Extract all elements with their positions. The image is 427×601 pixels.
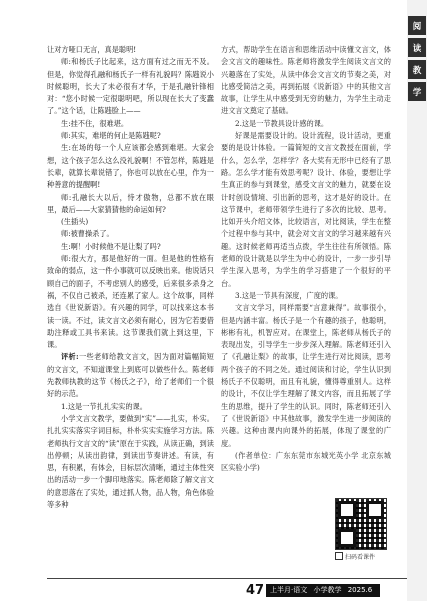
paragraph: 生:啊！小时候他不是让梨了吗? [61, 241, 161, 251]
paragraph: 好课是需要设计的。设计流程，设计活动，更重要的是设计体验。一篇简短的文言文教授在面前，学什么，怎么学，怎样学？各大奖有无形中已经有了思路。怎么学才能有效思考呢？设计、体验，要想让学生真正的参与到课堂，感受文言文的魅力，就要在设计时创设情境、引出新的思考，这才是好的设计。在这节课中，老师带领学生进行了多次的比较、思考。比如开头介绍文体，比较语言，对比阅读，学生在整个过程中参与其中，就会对文言文的学习越来越有兴趣。这时候老师再适当点拨，学生往往有所领悟。陈老师的设计就是以学生为中心的设计，一步一步引导学生深入思考，为学生的学习搭建了一个很好的平台。 [221, 131, 391, 288]
paragraph: 师:和杨氏子比起来，这方面有过之而无不及。但是，你觉得孔融和杨氏子一样有礼貌吗？陈韪说小时候聪明，长大了未必很有才华，于是孔融针锋相对：“您小时候一定很聪明吧，所以现在长大了变蠢了。”这个话，让陈韪脸上—— [47, 57, 214, 116]
column-divider [217, 44, 218, 564]
sidebar-tab-3: 教 [408, 60, 426, 79]
paragraph: 师:很大方，那是他好的一面。但是他的性格有致命的弱点，这一件小事就可以反映出来。他说话只顾自己的面子，不考虑别人的感受，后来很多杀身之祸，不仅自己被杀，还连累了家人。这个故事，同样选自《世说新语》。有兴趣的同学，可以找来这本书读一读。不过，读文言文必须有耐心，因为它若要借助注释或工具书来读。这节课我们就上到这里，下课。 [47, 254, 214, 350]
sidebar-tab-4: 学 [408, 82, 426, 101]
qr-code[interactable] [335, 498, 387, 550]
page-number: 47 [246, 583, 265, 598]
qr-code-block[interactable] [335, 498, 391, 561]
qr-caption-text: 扫码看课件 [345, 554, 376, 561]
sidebar-tabs [408, 16, 426, 104]
qr-caption [335, 552, 391, 561]
scan-icon [335, 552, 343, 560]
paragraph: 师:被曹操杀了。 [61, 229, 114, 239]
paragraph: 方式，帮助学生在语言和思维活动中读懂文言文，体会文言文的趣味性。陈老师将激发学生阅读文言文的兴趣落在了实处，从读中体会文言文的节奏之美，对比感受简洁之美，再到拓展《说新语》中的其他文言故事，让学生从中感受到无穷的魅力，为学生主动走进文言文奠定了基础。 [221, 45, 391, 116]
paragraph: 生:在场的每一个人应该都会感到难堪。大家会想，这个孩子怎么这么没礼貌啊！不管怎样，陈韪是长辈，就算长辈说错了，你也可以放在心里，作为一种善意的提醒啊! [47, 143, 214, 190]
sidebar-tab-1: 阅 [408, 16, 426, 35]
left-column [47, 44, 214, 564]
paragraph: 生:挂不住，很难堪。 [61, 118, 129, 128]
sidebar [407, 0, 427, 601]
section-label: 上半月·语文 [270, 586, 308, 594]
paragraph: 师:其实，难堪的何止是陈韪呢? [61, 131, 161, 141]
paragraph: 师:孔融长大以后，恃才傲物，总都不放在眼里，最后——大家猜猜他的命运如何? [47, 192, 214, 214]
paragraph: (生插头) [61, 217, 89, 227]
page-footer [0, 578, 427, 601]
commentary-label: 评析: [61, 352, 79, 362]
issue-banner [266, 584, 380, 597]
paragraph: 文言文学习，同样需要“言意兼得”。故事很小，但是内涵丰富。杨氏子是一个有趣的孩子，他聪明，彬彬有礼，机智应对。在课堂上，陈老师从杨氏子的表现出发，引导学生一步步深入理解。陈老师还引入了《孔融让梨》的故事，让学生进行对比阅读，思考两个孩子的不同之处。通过阅读和讨论，学生认识到杨氏子不仅聪明，而且有礼貌，懂得尊重别人。这样的设计，不仅让学生理解了课文内容，而且拓展了学生的思维，提升了学生的认识。同时，陈老师还引入了《世说新语》中其他故事，激发学生进一步阅读的兴趣。这种由课内向课外的拓展，体现了课堂的广度。 [221, 303, 391, 448]
magazine-title: 小学教学 [313, 586, 342, 594]
paragraph-heading [47, 351, 214, 400]
commentary-text: 一些老师给教文言文，因为面对篇幅简短的文言文，不知道课堂上到底可以做些什么。陈老师先教师执教的这节《杨氏之子》，给了老师们一个很好的示范。 [47, 352, 214, 399]
paragraph: 让对方哑口无言，真是聪明! [47, 45, 137, 54]
paragraph: 2.这是一节教具设计感的课。 [235, 118, 329, 128]
footer-rule [47, 578, 407, 579]
paragraph: 3.这是一节具有深度，广度的课。 [235, 290, 343, 300]
issue-date: 2025.6 [347, 586, 373, 594]
right-column [221, 44, 391, 564]
paragraph: 小学文言文教学，要做到“实”——扎实，朴实。扎扎实实落实字词目标，朴朴实实实施学习方法。陈老师执行文言文的“读”原在于实践，从读正确，到读出停顿；从读出韵律，到读出节奏讲述。有读，有思，有积累，有体会，目标层次清晰，通过主体性突出的活动一步一个脚印地落实。陈老师除了解文言文的意思落在了实处，通过抓人物，品人物，角色体验等多种 [47, 413, 214, 509]
paragraph: 1.这是一节扎扎实实的课。 [61, 401, 147, 411]
paragraph: (作者单位：广东东莞市东城光英小学 北京东城区实验小学) [221, 450, 391, 473]
sidebar-tab-2: 读 [408, 38, 426, 57]
